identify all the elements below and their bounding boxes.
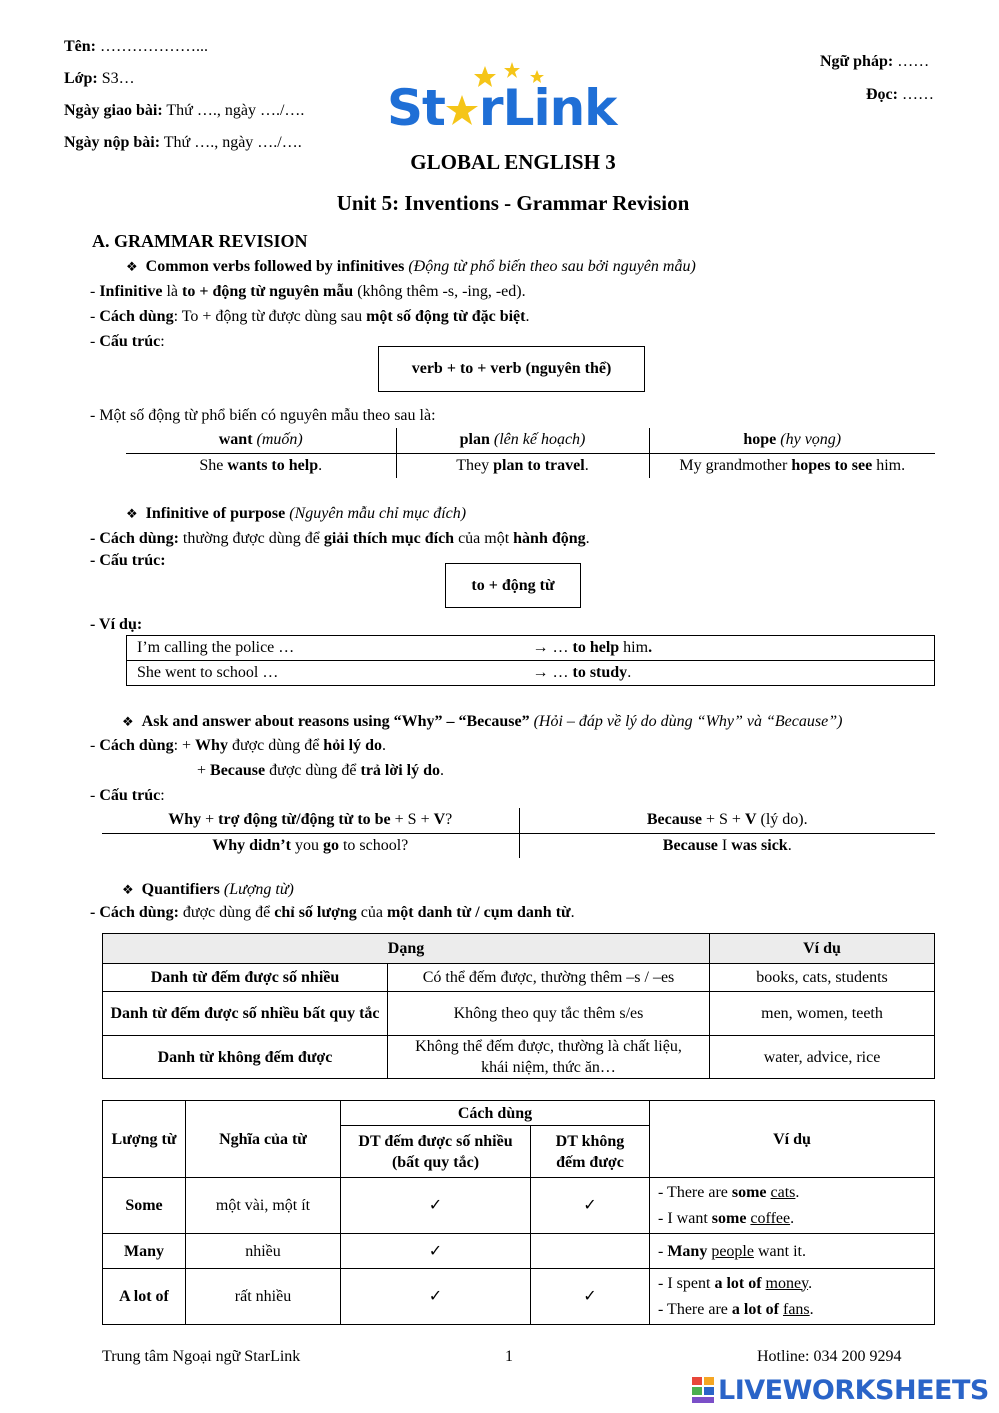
noun-desc: Không thể đếm được, thường là chất liệu, khái niệm, thức ăn…: [388, 1036, 710, 1079]
example-right: → … to study.: [523, 661, 935, 686]
example-left: I’m calling the police …: [127, 636, 523, 661]
purpose-usage: - Cách dùng: thường được dùng để giải thích mục đích của một hành động.: [90, 530, 590, 547]
check-icon: ✓: [341, 1269, 531, 1325]
why-because-table: [102, 808, 935, 858]
noun-desc: Không theo quy tắc thêm s/es: [388, 992, 710, 1036]
assigned-value: Thứ …., ngày …./….: [166, 102, 305, 119]
bullet-title: Common verbs followed by infinitives: [145, 258, 405, 275]
why-usage: - Cách dùng: + Why được dùng để hỏi lý do.: [90, 737, 386, 754]
grammar-score: [820, 52, 929, 72]
verb-cell-plan: plan (lên kế hoạch): [396, 428, 649, 453]
header-meaning: Nghĩa của từ: [186, 1101, 341, 1178]
table-row: [103, 992, 935, 1036]
name-value: ………………...: [100, 38, 208, 55]
quantifier-usage: - Cách dùng: được dùng để chỉ số lượng của một danh từ / cụm danh từ.: [90, 904, 575, 921]
quantifier-many: Many: [103, 1234, 186, 1269]
noun-types-table: [102, 933, 935, 1079]
logo-text-st: St: [387, 79, 445, 137]
quantifier-a-lot-of: A lot of: [103, 1269, 186, 1325]
noun-example: water, advice, rice: [710, 1036, 935, 1079]
example-left: She went to school …: [127, 661, 523, 686]
purpose-structure-label: - Cấu trúc:: [90, 552, 166, 569]
bullet-why-because: ❖ Ask and answer about reasons using “Why” – “Because” (Hỏi – đáp về lý do dùng “Why” và “Because”): [122, 713, 843, 730]
example-cell: She wants to help.: [126, 453, 396, 478]
example-cell: My grandmother hopes to see him.: [679, 456, 906, 474]
purpose-examples-table: [126, 635, 935, 686]
check-icon: ✓: [341, 1234, 531, 1269]
reading-score: [866, 85, 934, 105]
noun-desc: Có thể đếm được, thường thêm –s / –es: [388, 964, 710, 992]
logo-text-rlink: rLink: [478, 79, 617, 137]
header-example: Ví dụ: [650, 1101, 935, 1178]
diamond-bullet-icon: ❖: [122, 715, 134, 730]
assigned-label: Ngày giao bài:: [64, 102, 163, 119]
header-example: Ví dụ: [710, 934, 935, 964]
question-example: Why didn’t you go to school?: [102, 833, 519, 858]
footer-hotline: Hotline: 034 200 9294: [757, 1348, 902, 1365]
arrow-right-icon: →: [532, 664, 549, 681]
starlink-logo: [385, 60, 635, 140]
footer-center-name: Trung tâm Ngoại ngữ StarLink: [102, 1348, 301, 1365]
grammar-value: ……: [897, 53, 930, 70]
grammar-label: Ngữ pháp:: [820, 53, 894, 70]
table-row: [102, 808, 935, 833]
diamond-bullet-icon: ❖: [126, 260, 138, 275]
bullet-quantifiers: ❖ Quantifiers (Lượng từ): [122, 881, 294, 898]
arrow-right-icon: →: [532, 639, 549, 656]
why-structure-label: - Cấu trúc:: [90, 787, 165, 804]
noun-type: Danh từ không đếm được: [103, 1036, 388, 1079]
formula-box-to-verb: to + động từ: [445, 563, 581, 608]
table-row: [102, 833, 935, 858]
table-row: [126, 453, 935, 478]
table-row: [126, 428, 935, 453]
answer-example: Because I was sick.: [662, 836, 792, 854]
question-structure: Why + trợ động từ/động từ to be + S + V?: [102, 808, 519, 833]
noun-example: books, cats, students: [710, 964, 935, 992]
diamond-bullet-icon: ❖: [122, 883, 134, 898]
verb-cell-want: want (muốn): [126, 428, 396, 453]
liveworksheets-logo-icon: [690, 1375, 716, 1405]
table-row: [103, 1101, 935, 1126]
section-a-title: A. GRAMMAR REVISION: [92, 231, 308, 251]
reading-label: Đọc:: [866, 86, 898, 103]
noun-example: men, women, teeth: [710, 992, 935, 1036]
name-field: [64, 37, 208, 57]
class-field: [64, 69, 135, 89]
noun-type: Danh từ đếm được số nhiều bất quy tắc: [103, 992, 388, 1036]
because-usage: + Because được dùng để trả lời lý do.: [197, 762, 445, 779]
diamond-bullet-icon: ❖: [126, 507, 138, 522]
page-number: 1: [505, 1348, 513, 1365]
bullet-infinitives: [126, 257, 696, 278]
class-value: S3…: [101, 70, 135, 87]
bullet-subtitle: (Động từ phổ biến theo sau bởi nguyên mẫu): [408, 258, 696, 275]
header-quantifier: Lượng từ: [103, 1101, 186, 1178]
example-right: → … to help him.: [523, 636, 935, 661]
meaning: nhiều: [186, 1234, 341, 1269]
table-row: [103, 1269, 935, 1325]
brand-text: LIVEWORKSHEETS: [718, 1374, 989, 1406]
meaning: một vài, một ít: [186, 1178, 341, 1234]
submit-value: Thứ …., ngày …./….: [163, 134, 302, 151]
quantifier-some: Some: [103, 1178, 186, 1234]
header-usage: Cách dùng: [341, 1101, 650, 1126]
check-icon: ✓: [531, 1178, 650, 1234]
unit-title: Unit 5: Inventions - Grammar Revision: [336, 191, 690, 215]
empty-cell: [531, 1234, 650, 1269]
example-cell: - There are some cats. - I want some coffee.: [650, 1178, 935, 1234]
common-verbs-table: [126, 428, 935, 478]
table-row: [103, 1178, 935, 1234]
table-row: [103, 964, 935, 992]
liveworksheets-brand[interactable]: [690, 1372, 995, 1408]
infinitive-definition: - Infinitive là to + động từ nguyên mẫu (không thêm -s, -ing, -ed).: [90, 283, 526, 300]
name-label: Tên:: [64, 38, 96, 55]
class-label: Lớp:: [64, 70, 98, 87]
noun-type: Danh từ đếm được số nhiều: [103, 964, 388, 992]
example-cell: - I spent a lot of money. - There are a lot of fans.: [650, 1269, 935, 1325]
header-countable: DT đếm được số nhiều (bất quy tắc): [341, 1126, 531, 1178]
table-row: [127, 661, 935, 686]
quantifiers-table: [102, 1100, 935, 1325]
purpose-example-label: - Ví dụ:: [90, 616, 143, 633]
assigned-date-field: [64, 101, 304, 121]
common-verbs-intro: - Một số động từ phổ biến có nguyên mẫu theo sau là:: [90, 407, 436, 424]
check-icon: ✓: [531, 1269, 650, 1325]
answer-structure: Because + S + V (lý do).: [646, 811, 808, 829]
reading-value: ……: [901, 86, 934, 103]
table-row: [103, 1234, 935, 1269]
course-title: GLOBAL ENGLISH 3: [410, 150, 616, 174]
bullet-infinitive-purpose: ❖ Infinitive of purpose (Nguyên mẫu chỉ mục đích): [126, 505, 467, 522]
verb-cell-hope: hope (hy vọng): [743, 431, 842, 449]
header-type: Dạng: [103, 934, 710, 964]
table-row: [127, 636, 935, 661]
example-cell: They plan to travel.: [396, 453, 649, 478]
meaning: rất nhiều: [186, 1269, 341, 1325]
example-cell: - Many people want it.: [650, 1234, 935, 1269]
formula-box-verb-to-verb: verb + to + verb (nguyên thể): [378, 346, 645, 392]
check-icon: ✓: [341, 1178, 531, 1234]
header-uncountable: DT không đếm được: [531, 1126, 650, 1178]
infinitive-structure-label: - Cấu trúc:: [90, 333, 165, 350]
submit-label: Ngày nộp bài:: [64, 134, 161, 151]
table-row: [103, 1036, 935, 1079]
table-row: [103, 934, 935, 964]
logo-star-o-icon: [445, 93, 479, 127]
infinitive-usage: - Cách dùng: To + động từ được dùng sau một số động từ đặc biệt.: [90, 308, 530, 325]
